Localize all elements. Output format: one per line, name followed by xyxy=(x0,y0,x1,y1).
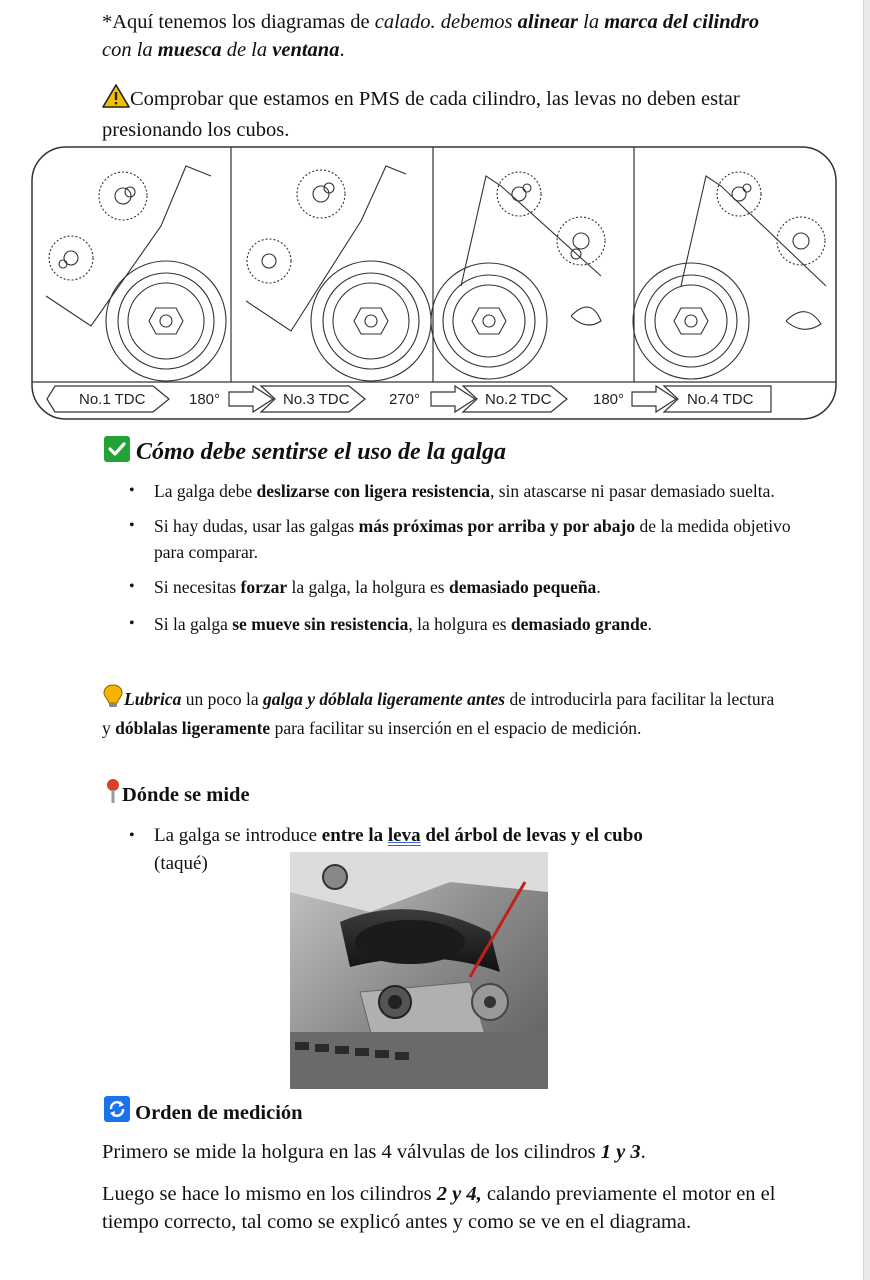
list-item: • Si hay dudas, usar las galgas más próximas por arriba y por abajo de la medida objetivo para comparar. xyxy=(129,516,791,562)
diagram-angle-2: 270° xyxy=(389,391,421,408)
check-icon xyxy=(104,436,130,470)
warning-paragraph: Comprobar que estamos en PMS de cada cilindro, las levas no deben estar presionando los cubos. xyxy=(102,84,782,144)
diagram-angle-1: 180° xyxy=(189,391,221,408)
diagram-angle-3: 180° xyxy=(593,391,625,408)
warning-icon xyxy=(102,84,130,116)
list-item: • Si necesitas forzar la galga, la holgura es demasiado pequeña. xyxy=(129,577,601,597)
tip-paragraph: Lubrica un poco la galga y dóblala ligeramente antes de introducirla para facilitar la lectura y dóblalas ligeramente para facilitar su inserción en el espacio de medición. xyxy=(102,684,782,741)
lightbulb-icon xyxy=(102,684,124,715)
diagram-label-1: No.1 TDC xyxy=(79,391,146,408)
diagram-label-2: No.3 TDC xyxy=(283,391,350,408)
list-item: • La galga debe deslizarse con ligera resistencia, sin atascarse ni pasar demasiado suelta. xyxy=(129,481,775,501)
list-item: • Si la galga se mueve sin resistencia, la holgura es demasiado grande. xyxy=(129,614,652,634)
leva-link[interactable]: leva xyxy=(387,825,421,846)
timing-diagram xyxy=(31,146,837,420)
section-heading-order: Orden de medición xyxy=(104,1096,303,1130)
pin-icon xyxy=(104,778,122,812)
feel-list xyxy=(102,478,792,637)
repeat-icon xyxy=(104,1096,130,1130)
camshaft-photo xyxy=(290,852,548,1089)
diagram-label-3: No.2 TDC xyxy=(485,391,552,408)
diagram-label-4: No.4 TDC xyxy=(687,391,754,408)
list-item: • La galga se introduce entre la leva del árbol de levas y el cubo (taqué) xyxy=(129,825,643,874)
order-paragraph-1: Primero se mide la holgura en las 4 válvulas de los cilindros 1 y 3. xyxy=(102,1141,646,1163)
page-edge xyxy=(863,0,870,1280)
section-heading-feel: Cómo debe sentirse el uso de la galga xyxy=(104,436,506,470)
intro-paragraph: *Aquí tenemos los diagramas de calado. debemos alinear la marca del cilindro con la muesca de la ventana. xyxy=(102,11,760,61)
order-paragraph-2: Luego se hace lo mismo en los cilindros 2 y 4, calando previamente el motor en el tiempo correcto, tal como se explicó antes y como se ve en el diagrama. xyxy=(102,1183,776,1233)
section-heading-where: Dónde se mide xyxy=(104,778,250,812)
